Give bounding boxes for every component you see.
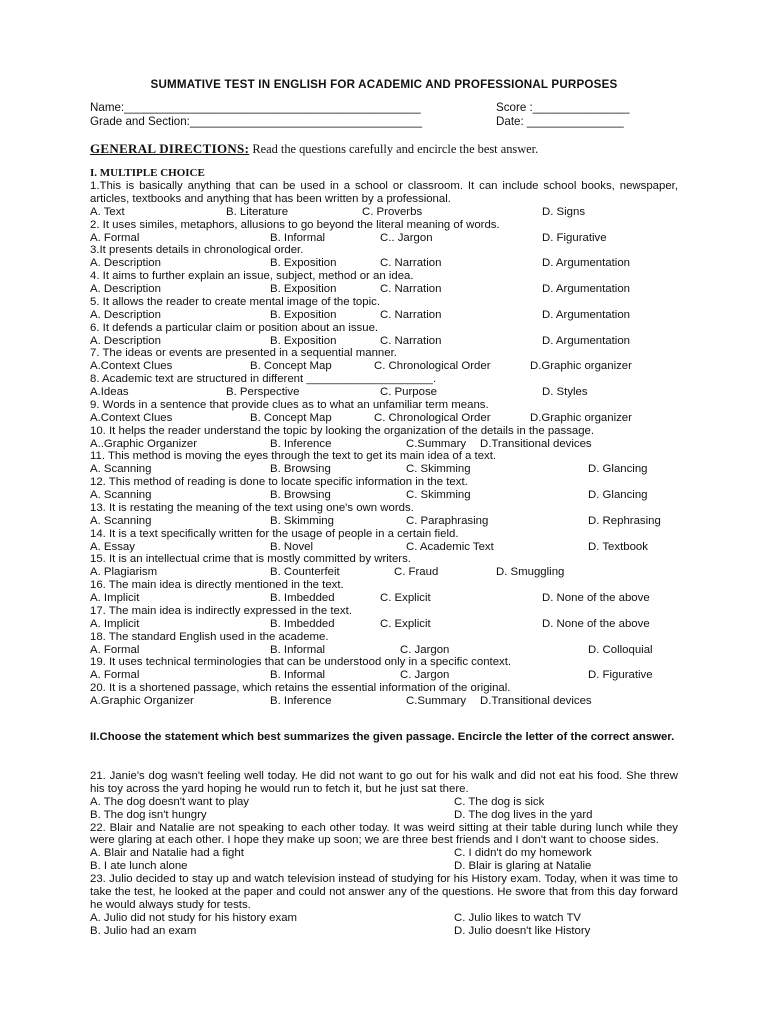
general-directions bbox=[90, 141, 538, 157]
option-c[interactable]: C. Explicit bbox=[380, 592, 431, 605]
option-d[interactable]: D. Smuggling bbox=[496, 566, 565, 579]
answer-options bbox=[90, 232, 678, 245]
answer-options-row bbox=[90, 809, 678, 822]
option-c[interactable]: C. Skimming bbox=[406, 489, 471, 502]
option-c[interactable]: C. Chronological Order bbox=[374, 360, 491, 373]
answer-options bbox=[90, 283, 678, 296]
option-d[interactable]: D. Argumentation bbox=[542, 308, 631, 321]
question-text: 1.This is basically anything that can be used in a school or classroom. It can include school books, newspaper, articles, textbooks and anything that has been written by a professional. bbox=[90, 180, 678, 205]
option-c[interactable]: C. Academic Text bbox=[406, 540, 494, 553]
option-a[interactable]: A. Plagiarism bbox=[90, 566, 158, 579]
option-a[interactable]: A. Text bbox=[90, 205, 125, 218]
option-d[interactable]: D. Argumentation bbox=[542, 334, 631, 347]
option-c[interactable]: C. Skimming bbox=[406, 463, 471, 476]
answer-options bbox=[90, 309, 678, 322]
answer-options bbox=[90, 541, 678, 554]
answer-options bbox=[90, 669, 678, 682]
question-text: 3.It presents details in chronological order. bbox=[90, 244, 304, 257]
option-c[interactable]: C. Narration bbox=[380, 257, 442, 270]
option-d[interactable]: D. Glancing bbox=[588, 489, 648, 502]
answer-options-row bbox=[90, 796, 678, 809]
question-text: 9. Words in a sentence that provide clues as to what an unfamiliar term means. bbox=[90, 398, 489, 411]
option-a[interactable]: A. Description bbox=[90, 334, 161, 347]
option-b[interactable]: B. Inference bbox=[270, 437, 332, 450]
question-text: 10. It helps the reader understand the topic by looking the organization of the details in the passage. bbox=[90, 424, 595, 437]
question-text: 7. The ideas or events are presented in a sequential manner. bbox=[90, 347, 397, 360]
grade-section-field[interactable]: Grade and Section:____________________________________ bbox=[90, 115, 423, 128]
option-a[interactable]: A.Context Clues bbox=[90, 411, 173, 424]
question-item bbox=[90, 373, 678, 399]
option-c[interactable]: C. Fraud bbox=[394, 566, 439, 579]
option-d[interactable]: D. Rephrasing bbox=[588, 514, 661, 527]
option-d[interactable]: D. Signs bbox=[542, 205, 586, 218]
option-d[interactable]: D.Graphic organizer bbox=[530, 411, 632, 424]
question-item bbox=[90, 553, 678, 579]
passage-item bbox=[90, 873, 678, 937]
option-d[interactable]: D. None of the above bbox=[542, 617, 650, 630]
option-a[interactable]: A. Essay bbox=[90, 540, 135, 553]
question-item bbox=[90, 476, 678, 502]
question-item bbox=[90, 450, 678, 476]
option-b[interactable]: B. Browsing bbox=[270, 463, 331, 476]
option-a[interactable]: A. Formal bbox=[90, 669, 140, 682]
answer-options-row bbox=[90, 860, 678, 873]
answer-options-row bbox=[90, 847, 678, 860]
option-a[interactable]: A. Formal bbox=[90, 231, 140, 244]
name-field[interactable]: Name:______________________________________________ bbox=[90, 101, 421, 114]
part1-heading: I. MULTIPLE CHOICE bbox=[90, 167, 205, 179]
question-item bbox=[90, 347, 678, 373]
question-item bbox=[90, 244, 678, 270]
option-b[interactable]: B. Concept Map bbox=[250, 411, 332, 424]
answer-options bbox=[90, 566, 678, 579]
option-d[interactable]: D. Figurative bbox=[542, 231, 607, 244]
option-a[interactable]: A. Scanning bbox=[90, 489, 152, 502]
option-c[interactable]: C. Purpose bbox=[380, 386, 437, 399]
answer-options bbox=[90, 257, 678, 270]
answer-options bbox=[90, 463, 678, 476]
question-text: 19. It uses technical terminologies that can be understood only in a specific context. bbox=[90, 656, 512, 669]
date-field[interactable]: Date: _______________ bbox=[496, 115, 624, 128]
option-a[interactable]: A. Formal bbox=[90, 643, 140, 656]
grade-date-row bbox=[90, 115, 680, 129]
question-text: 15. It is an intellectual crime that is mostly committed by writers. bbox=[90, 553, 411, 566]
question-text: 12. This method of reading is done to locate specific information in the text. bbox=[90, 476, 468, 489]
option-d[interactable]: D.Transitional devices bbox=[480, 437, 592, 450]
option-b[interactable]: B. Skimming bbox=[270, 514, 334, 527]
answer-options bbox=[90, 206, 678, 219]
option-d[interactable]: D. None of the above bbox=[542, 592, 650, 605]
question-text: 6. It defends a particular claim or position about an issue. bbox=[90, 321, 379, 334]
answer-options bbox=[90, 592, 678, 605]
option-b[interactable]: B. Informal bbox=[270, 231, 326, 244]
option-d[interactable]: D. Glancing bbox=[588, 463, 648, 476]
score-field[interactable]: Score :_______________ bbox=[496, 101, 630, 114]
option-d[interactable]: D. Textbook bbox=[588, 540, 648, 553]
option-b[interactable]: B. Inference bbox=[270, 695, 332, 708]
passage-item bbox=[90, 822, 678, 874]
answer-options bbox=[90, 360, 678, 373]
question-text: 8. Academic text are structured in different ____________________. bbox=[90, 373, 437, 386]
option-b[interactable]: B. Exposition bbox=[270, 308, 337, 321]
option-c[interactable]: C. Paraphrasing bbox=[406, 514, 489, 527]
directions-text: Read the questions carefully and encircle the best answer. bbox=[249, 142, 539, 156]
option-b[interactable]: C. I didn't do my homework bbox=[454, 847, 592, 860]
option-a[interactable]: A.Ideas bbox=[90, 386, 129, 399]
answer-options bbox=[90, 644, 678, 657]
passage-text: 22. Blair and Natalie are not speaking to each other today. It was weird sitting at their table during lunch while they were glaring at each other. I hope they make up soon; we are three best friends and I don't want to choose sides. bbox=[90, 821, 678, 847]
option-c[interactable]: C. Chronological Order bbox=[374, 411, 491, 424]
option-b[interactable]: B. Informal bbox=[270, 669, 326, 682]
option-d[interactable]: D. Figurative bbox=[588, 669, 653, 682]
option-d[interactable]: D.Transitional devices bbox=[480, 695, 592, 708]
option-c[interactable]: C. Narration bbox=[380, 283, 442, 296]
answer-options-row bbox=[90, 912, 678, 925]
question-item bbox=[90, 656, 678, 682]
option-b[interactable]: B. Concept Map bbox=[250, 360, 332, 373]
question-item bbox=[90, 322, 678, 348]
option-a[interactable]: A. Scanning bbox=[90, 463, 152, 476]
question-text: 2. It uses similes, metaphors, allusions to go beyond the literal meaning of words. bbox=[90, 218, 500, 231]
option-c[interactable]: C. Proverbs bbox=[362, 205, 423, 218]
question-item bbox=[90, 605, 678, 631]
answer-options bbox=[90, 489, 678, 502]
option-c[interactable]: C. Jargon bbox=[400, 669, 450, 682]
answer-options bbox=[90, 515, 678, 528]
option-a[interactable]: A.Graphic Organizer bbox=[90, 695, 194, 708]
option-a[interactable]: A. Implicit bbox=[90, 592, 140, 605]
option-a[interactable]: A. Description bbox=[90, 283, 161, 296]
option-c[interactable]: C. Narration bbox=[380, 334, 442, 347]
option-c[interactable]: C.Summary bbox=[406, 695, 467, 708]
option-a[interactable]: A. Julio did not study for his history exam bbox=[90, 911, 298, 924]
option-b[interactable]: B. Counterfeit bbox=[270, 566, 340, 579]
option-b[interactable]: B. Imbedded bbox=[270, 592, 335, 605]
part2-heading: II.Choose the statement which best summarizes the given passage. Encircle the letter of the correct answer. bbox=[90, 731, 675, 743]
question-item bbox=[90, 425, 678, 451]
option-d[interactable]: D. The dog lives in the yard bbox=[454, 808, 593, 821]
option-a[interactable]: A. Description bbox=[90, 308, 161, 321]
question-item bbox=[90, 296, 678, 322]
option-c[interactable]: C. Explicit bbox=[380, 617, 431, 630]
question-item bbox=[90, 219, 678, 245]
question-item bbox=[90, 502, 678, 528]
option-d[interactable]: D. Colloquial bbox=[588, 643, 653, 656]
option-a[interactable]: A..Graphic Organizer bbox=[90, 437, 197, 450]
question-text: 18. The standard English used in the academe. bbox=[90, 630, 329, 643]
question-text: 17. The main idea is indirectly expressed in the text. bbox=[90, 604, 352, 617]
question-item bbox=[90, 682, 678, 708]
option-c[interactable]: B. Julio had an exam bbox=[90, 924, 197, 937]
option-d[interactable]: D. Julio doesn't like History bbox=[454, 924, 591, 937]
passage-text: 21. Janie's dog wasn't feeling well today. He did not want to go out for his walk and did not eat his food. She threw his toy across the yard hoping he would run to fetch it, but he just sat there. bbox=[90, 770, 678, 795]
option-b[interactable]: B. Informal bbox=[270, 643, 326, 656]
option-c[interactable]: B. The dog isn't hungry bbox=[90, 808, 207, 821]
option-c[interactable]: C.Summary bbox=[406, 437, 467, 450]
option-a[interactable]: A.Context Clues bbox=[90, 360, 173, 373]
option-b[interactable]: B. Perspective bbox=[226, 386, 300, 399]
option-b[interactable]: C. Julio likes to watch TV bbox=[454, 911, 582, 924]
answer-options bbox=[90, 618, 678, 631]
question-text: 20. It is a shortened passage, which retains the essential information of the original. bbox=[90, 682, 511, 695]
option-c[interactable]: C. Narration bbox=[380, 308, 442, 321]
passage-list bbox=[90, 770, 678, 937]
question-text: 16. The main idea is directly mentioned in the text. bbox=[90, 579, 344, 592]
option-d[interactable]: D. Argumentation bbox=[542, 283, 631, 296]
answer-options-row bbox=[90, 925, 678, 938]
question-text: 11. This method is moving the eyes through the text to get its main idea of a text. bbox=[90, 450, 497, 463]
option-a[interactable]: A. Scanning bbox=[90, 514, 152, 527]
test-title: SUMMATIVE TEST IN ENGLISH FOR ACADEMIC AND PROFESSIONAL PURPOSES bbox=[150, 78, 618, 91]
option-a[interactable]: A. The dog doesn't want to play bbox=[90, 795, 250, 808]
answer-options bbox=[90, 412, 678, 425]
option-d[interactable]: D. Blair is glaring at Natalie bbox=[454, 860, 592, 873]
option-b[interactable]: B. Novel bbox=[270, 540, 314, 553]
question-item bbox=[90, 579, 678, 605]
answer-options bbox=[90, 386, 678, 399]
option-b[interactable]: B. Browsing bbox=[270, 489, 331, 502]
option-b[interactable]: B. Exposition bbox=[270, 283, 337, 296]
option-c[interactable]: C.. Jargon bbox=[380, 231, 433, 244]
answer-options bbox=[90, 335, 678, 348]
option-d[interactable]: D. Styles bbox=[542, 386, 588, 399]
answer-options bbox=[90, 438, 678, 451]
question-item bbox=[90, 399, 678, 425]
option-b[interactable]: B. Exposition bbox=[270, 334, 337, 347]
question-text: 13. It is restating the meaning of the text using one's own words. bbox=[90, 501, 414, 514]
question-text: 14. It is a text specifically written for the usage of people in a certain field. bbox=[90, 527, 459, 540]
option-d[interactable]: D. Argumentation bbox=[542, 257, 631, 270]
answer-options bbox=[90, 695, 678, 708]
question-item bbox=[90, 631, 678, 657]
question-text: 5. It allows the reader to create mental image of the topic. bbox=[90, 295, 380, 308]
question-text: 4. It aims to further explain an issue, subject, method or an idea. bbox=[90, 270, 414, 283]
option-a[interactable]: A. Implicit bbox=[90, 617, 140, 630]
option-c[interactable]: C. Jargon bbox=[400, 643, 450, 656]
question-item bbox=[90, 528, 678, 554]
option-a[interactable]: A. Blair and Natalie had a fight bbox=[90, 847, 244, 860]
question-list bbox=[90, 180, 678, 708]
option-d[interactable]: D.Graphic organizer bbox=[530, 360, 632, 373]
name-score-row bbox=[90, 101, 680, 115]
passage-text: 23. Julio decided to stay up and watch television instead of studying for his History exam. Today, when it was time to take the test, he looked at the paper and could not answer any of the questions. He swore that from this day forward he would always study for tests. bbox=[90, 873, 678, 911]
option-a[interactable]: A. Description bbox=[90, 257, 161, 270]
question-item bbox=[90, 270, 678, 296]
option-b[interactable]: C. The dog is sick bbox=[454, 795, 545, 808]
option-b[interactable]: B. Exposition bbox=[270, 257, 337, 270]
option-b[interactable]: B. Imbedded bbox=[270, 617, 335, 630]
option-b[interactable]: B. Literature bbox=[226, 205, 289, 218]
passage-item bbox=[90, 770, 678, 822]
option-c[interactable]: B. I ate lunch alone bbox=[90, 860, 188, 873]
question-item bbox=[90, 180, 678, 219]
directions-label: GENERAL DIRECTIONS: bbox=[90, 141, 250, 156]
